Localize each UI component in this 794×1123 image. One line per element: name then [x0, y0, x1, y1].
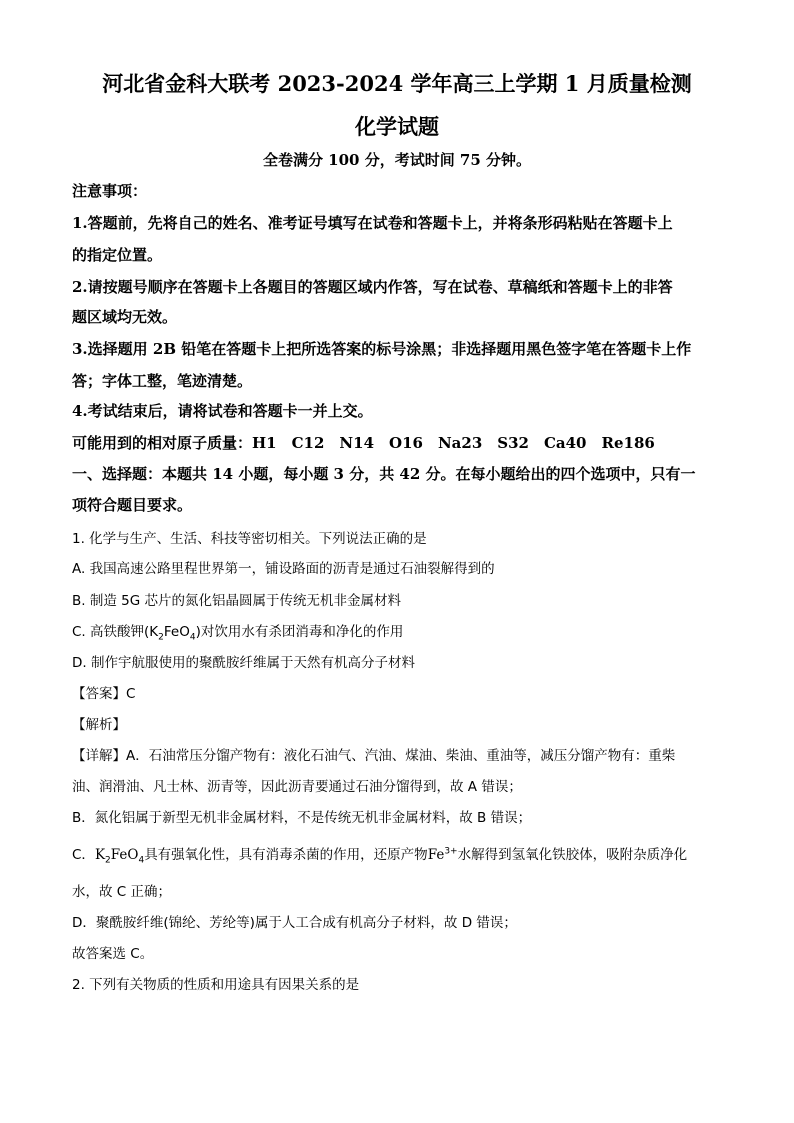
atomic-masses: 可能用到的相对原子质量：H1 C12 N14 O16 Na23 S32 Ca40 Re186 [72, 434, 655, 452]
note-1-line-1: 1.答题前，先将自己的姓名、准考证号填写在试卷和答题卡上，并将条形码粘贴在答题卡上 [72, 214, 673, 232]
exam-info: 全卷满分 100 分，考试时间 75 分钟。 [262, 151, 532, 169]
detail-d: D．聚酰胺纤维(锦纶、芳纶等)属于人工合成有机高分子材料，故 D 错误； [72, 915, 517, 931]
conclusion: 故答案选 C。 [72, 946, 154, 962]
question-1-option-b: B. 制造 5G 芯片的氮化铝晶圆属于传统无机非金属材料 [72, 593, 401, 609]
detail-line-2: 油、润滑油、凡士林、沥青等，因此沥青要通过石油分馏得到，故 A 错误； [72, 779, 522, 795]
question-1-option-d: D. 制作宇航服使用的聚酰胺纤维属于天然有机高分子材料 [72, 655, 415, 671]
answer-label: 【答案】C [72, 686, 136, 702]
question-1-option-a: A. 我国高速公路里程世界第一，铺设路面的沥青是通过石油裂解得到的 [72, 561, 495, 577]
detail-line-1: 【详解】A．石油常压分馏产物有：液化石油气、汽油、煤油、柴油、重油等，减压分馏产物有：重柴 [72, 748, 676, 764]
note-3-line-1: 3.选择题用 2B 铅笔在答题卡上把所选答案的标号涂黑；非选择题用黑色签字笔在答题卡上作 [72, 340, 692, 358]
question-1-option-c: C. 高铁酸钾$(K_2FeO_4)$对饮用水有杀团消毒和净化的作用 [72, 624, 404, 643]
detail-c-line-2: 水，故 C 正确； [72, 884, 172, 900]
exam-title: 河北省金科大联考 2023-2024 学年高三上学期 1 月质量检测 [102, 71, 692, 96]
note-4: 4.考试结束后，请将试卷和答题卡一并上交。 [72, 402, 373, 420]
note-3-line-2: 答；字体工整，笔迹清楚。 [72, 372, 253, 390]
subject-title: 化学试题 [355, 114, 439, 139]
note-1-line-2: 的指定位置。 [72, 246, 163, 264]
detail-c: C．$K_2FeO_4$具有强氧化性，具有消毒杀菌的作用，还原产物$Fe^{3+}$水解得到氢氧化铁胶体，吸附杂质净化 [72, 846, 688, 866]
note-2-line-2: 题区域均无效。 [72, 308, 178, 326]
analysis-label: 【解析】 [72, 717, 126, 733]
question-1-stem: 1. 化学与生产、生活、科技等密切相关。下列说法正确的是 [72, 531, 427, 547]
notes-heading: 注意事项： [72, 182, 148, 200]
section-heading-line-2: 项符合题目要求。 [72, 496, 193, 514]
detail-b: B．氮化铝属于新型无机非金属材料，不是传统无机非金属材料，故 B 错误； [72, 810, 532, 826]
note-2-line-1: 2.请按题号顺序在答题卡上各题目的答题区域内作答，写在试卷、草稿纸和答题卡上的非答 [72, 278, 673, 296]
section-heading-line-1: 一、选择题：本题共 14 小题，每小题 3 分，共 42 分。在每小题给出的四个选项中，只有一 [72, 465, 696, 483]
question-2-stem: 2. 下列有关物质的性质和用途具有因果关系的是 [72, 977, 360, 993]
